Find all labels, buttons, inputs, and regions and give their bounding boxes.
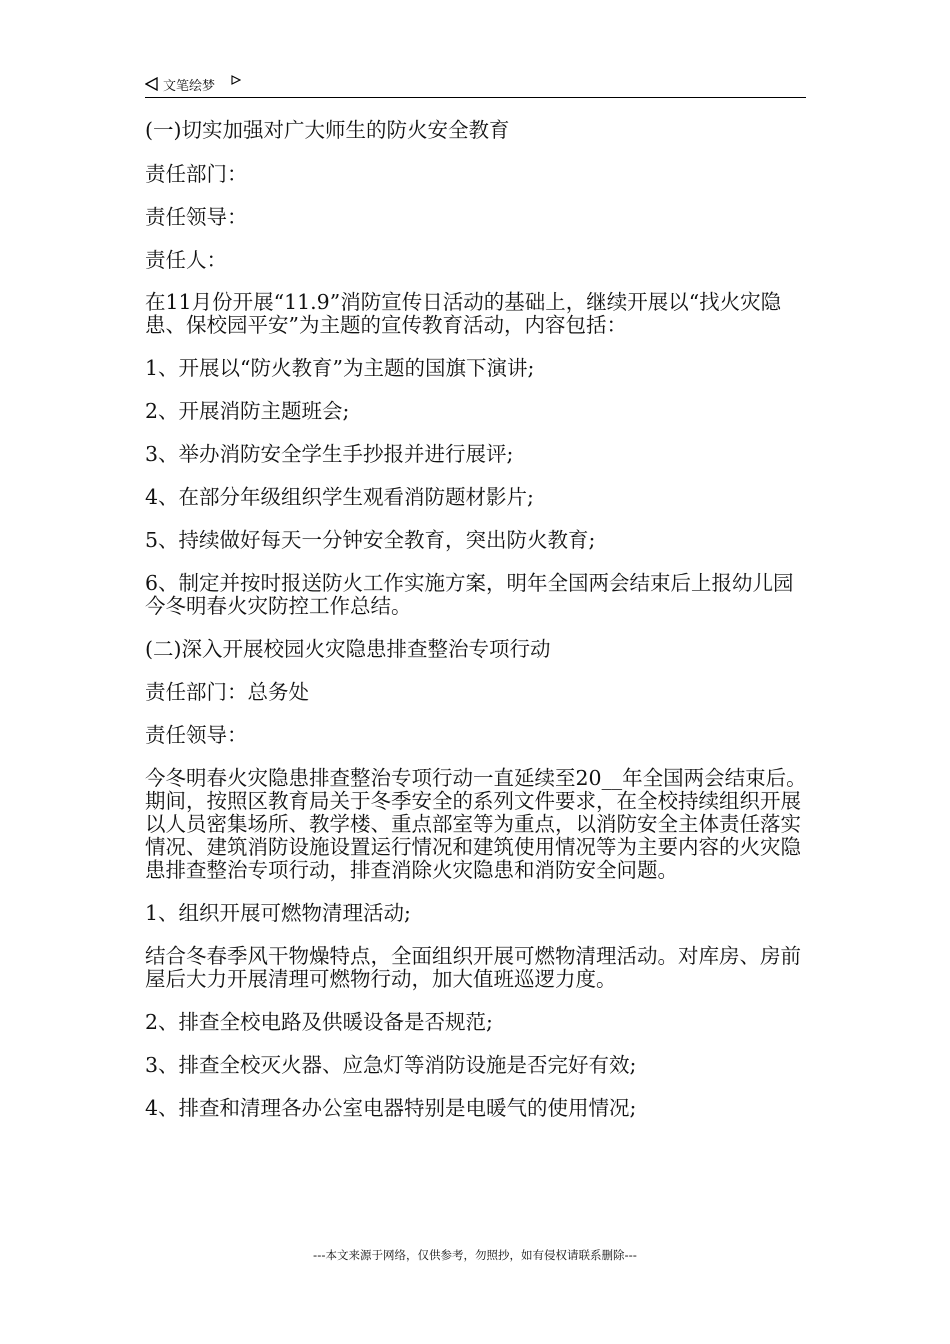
header-brand: 文笔绘梦 bbox=[163, 79, 216, 94]
triangle-right-icon bbox=[231, 74, 241, 89]
list-item: 1、组织开展可燃物清理活动; bbox=[145, 901, 411, 925]
list-item: 2、排查全校电路及供暖设备是否规范; bbox=[145, 1010, 493, 1034]
section-heading-2: (二)深入开展校园火灾隐患排查整治专项行动 bbox=[145, 637, 551, 661]
list-item: 3、排查全校灭火器、应急灯等消防设施是否完好有效; bbox=[145, 1053, 637, 1077]
responsible-leader: 责任领导： bbox=[145, 205, 248, 229]
body-paragraph: 结合冬春季风干物燥特点，全面组织开展可燃物清理活动。对库房、房前屋后大力开展清理可燃物行动，加大值班巡逻力度。 bbox=[145, 944, 801, 991]
list-item: 3、举办消防安全学生手抄报并进行展评; bbox=[145, 442, 514, 466]
responsible-person: 责任人： bbox=[145, 248, 227, 272]
responsible-department: 责任部门： bbox=[145, 162, 248, 186]
list-item: 5、持续做好每天一分钟安全教育，突出防火教育; bbox=[145, 528, 596, 552]
section-heading-1: (一)切实加强对广大师生的防火安全教育 bbox=[145, 118, 510, 142]
footer-disclaimer: ---本文来源于网络，仅供参考，勿照抄，如有侵权请联系删除--- bbox=[313, 1248, 637, 1262]
list-item: 4、排查和清理各办公室电器特别是电暖气的使用情况; bbox=[145, 1096, 637, 1120]
list-item: 1、开展以“防火教育”为主题的国旗下演讲; bbox=[145, 356, 535, 380]
body-paragraph: 在11月份开展“11.9”消防宣传日活动的基础上，继续开展以“找火灾隐患、保校园平安”为主题的宣传教育活动，内容包括： bbox=[145, 290, 782, 337]
responsible-leader: 责任领导： bbox=[145, 723, 248, 747]
list-item: 6、制定并按时报送防火工作实施方案，明年全国两会结束后上报幼儿园今冬明春火灾防控工作总结。 bbox=[145, 571, 794, 618]
list-item: 2、开展消防主题班会; bbox=[145, 399, 350, 423]
list-item: 4、在部分年级组织学生观看消防题材影片; bbox=[145, 485, 534, 509]
triangle-left-icon bbox=[145, 77, 159, 95]
page-header bbox=[145, 73, 806, 97]
document-body bbox=[145, 119, 810, 1120]
body-paragraph: 今冬明春火灾隐患排查整治专项行动一直延续至20__年全国两会结束后。期间，按照区教育局关于冬季安全的系列文件要求，在全校持续组织开展以人员密集场所、教学楼、重点部室等为重点，以消防安全主体责任落实情况、建筑消防设施设置运行情况和建筑使用情况等为主要内容的火灾隐患排查整治专项行动，排查消除火灾隐患和消防安全问题。 bbox=[145, 766, 807, 882]
responsible-department: 责任部门：总务处 bbox=[145, 680, 309, 704]
header-divider bbox=[145, 97, 806, 98]
